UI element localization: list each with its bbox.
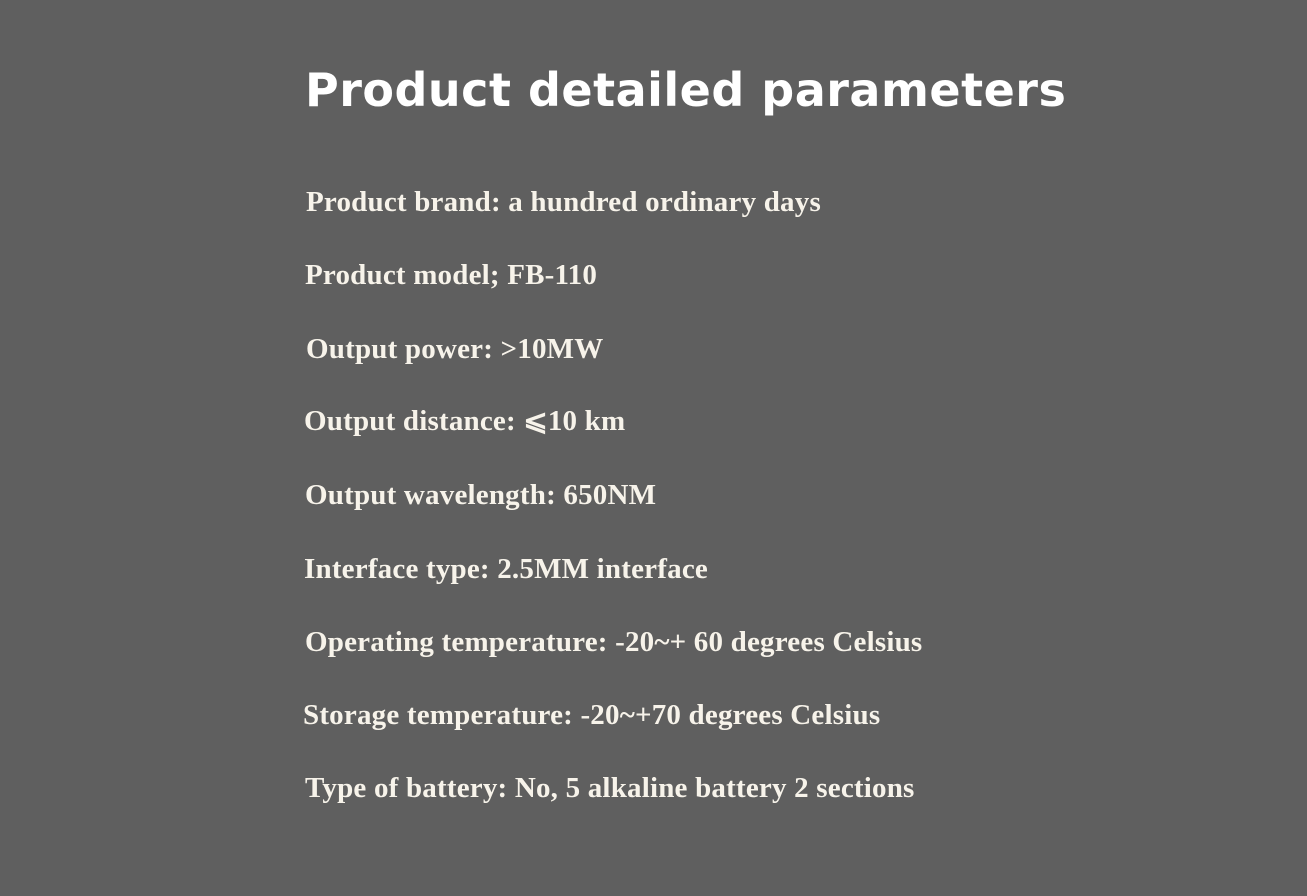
parameter-output-distance: Output distance: ⩽10 km bbox=[304, 405, 626, 437]
parameter-operating-temperature: Operating temperature: -20~+ 60 degrees Celsius bbox=[305, 626, 923, 658]
parameter-product-model: Product model; FB-110 bbox=[305, 259, 598, 291]
parameter-interface-type: Interface type: 2.5MM interface bbox=[304, 553, 708, 585]
parameter-storage-temperature: Storage temperature: -20~+70 degrees Celsius bbox=[303, 699, 881, 731]
parameter-output-wavelength: Output wavelength: 650NM bbox=[305, 479, 657, 511]
page-title: Product detailed parameters bbox=[305, 63, 1067, 117]
parameter-battery-type: Type of battery: No, 5 alkaline battery 2 sections bbox=[305, 772, 915, 804]
parameter-product-brand: Product brand: a hundred ordinary days bbox=[306, 186, 821, 218]
parameter-output-power: Output power: >10MW bbox=[306, 333, 604, 365]
